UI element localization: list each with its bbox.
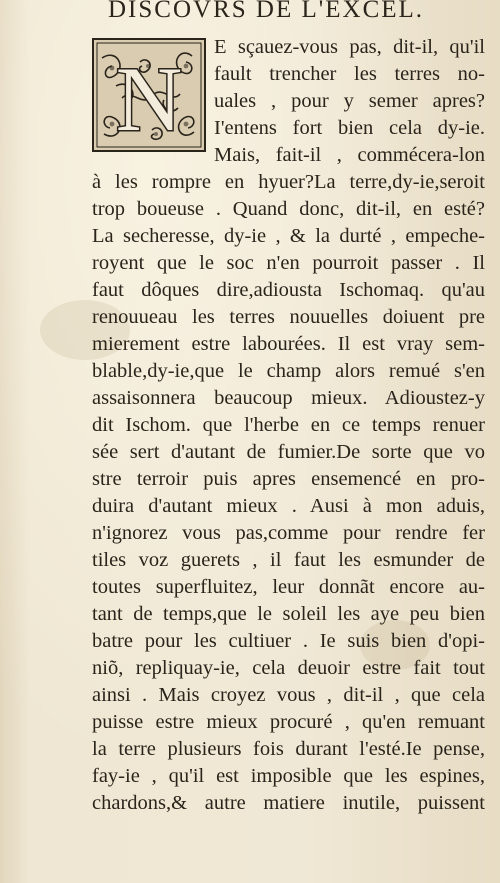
text-line: trop boueuse . Quand donc, dit-il, en esté? xyxy=(92,198,485,220)
text-line: renouueau les terres nouuelles doiuent pre xyxy=(92,306,485,328)
text-line: fault trencher les terres no- xyxy=(214,63,485,85)
text-line: puisse estre mieux procuré , qu'en remuant xyxy=(92,711,485,733)
text-line: mierement estre labourées. Il est vray sem- xyxy=(92,333,485,355)
text-line: niõ, repliquay-ie, cela deuoir estre fait tout xyxy=(92,657,485,679)
text-line: Mais, fait-il , commécera-lon xyxy=(214,144,485,166)
text-line: fay-ie , qu'il est imposible que les espines, xyxy=(92,765,485,787)
text-line: dit Ischom. que l'herbe en ce temps renuer xyxy=(92,414,485,436)
text-line: royent que le soc n'en pourroit passer . Il xyxy=(92,252,485,274)
text-line: toutes superfluitez, leur donnãt encore au- xyxy=(92,576,485,598)
svg-text:N: N xyxy=(115,48,183,150)
text-line: faut dôques dire,adiousta Ischomaq. qu'au xyxy=(92,279,485,301)
text-line: n'ignorez vous pas,comme pour rendre fer xyxy=(92,522,485,544)
decorated-initial-n xyxy=(92,38,206,152)
text-line: tiles voz guerets , il faut les esmunder de xyxy=(92,549,485,571)
text-line: à les rompre en hyuer?La terre,dy-ie,seroit xyxy=(92,171,485,193)
text-line: la terre plusieurs fois durant l'esté.Ie pense, xyxy=(92,738,485,760)
text-line: uales , pour y semer apres? xyxy=(214,90,485,112)
running-title: DISCOVRS DE L'EXCEL. xyxy=(108,0,425,23)
text-line: E sçauez-vous pas, dit-il, qu'il xyxy=(214,36,485,58)
text-line: La secheresse, dy-ie , & la durté , empeche- xyxy=(92,225,485,247)
text-line: sée sert d'autant de fumier.De sorte que vo xyxy=(92,441,485,463)
text-line: tant de temps,que le soleil les aye peu bien xyxy=(92,603,485,625)
text-line: batre pour les cultiuer . Ie suis bien d'opi- xyxy=(92,630,485,652)
text-line: chardons,& autre matiere inutile, puissent xyxy=(92,792,485,814)
text-line: assaisonnera beaucoup mieux. Adioustez-y xyxy=(92,387,485,409)
text-line: blable,dy-ie,que le champ alors remué s'en xyxy=(92,360,485,382)
text-line: stre terroir puis apres ensemencé en pro- xyxy=(92,468,485,490)
text-line: I'entens fort bien cela dy-ie. xyxy=(214,117,485,139)
text-line: ainsi . Mais croyez vous , dit-il , que cela xyxy=(92,684,485,706)
text-line: duira d'autant mieux . Ausi à mon aduis, xyxy=(92,495,485,517)
